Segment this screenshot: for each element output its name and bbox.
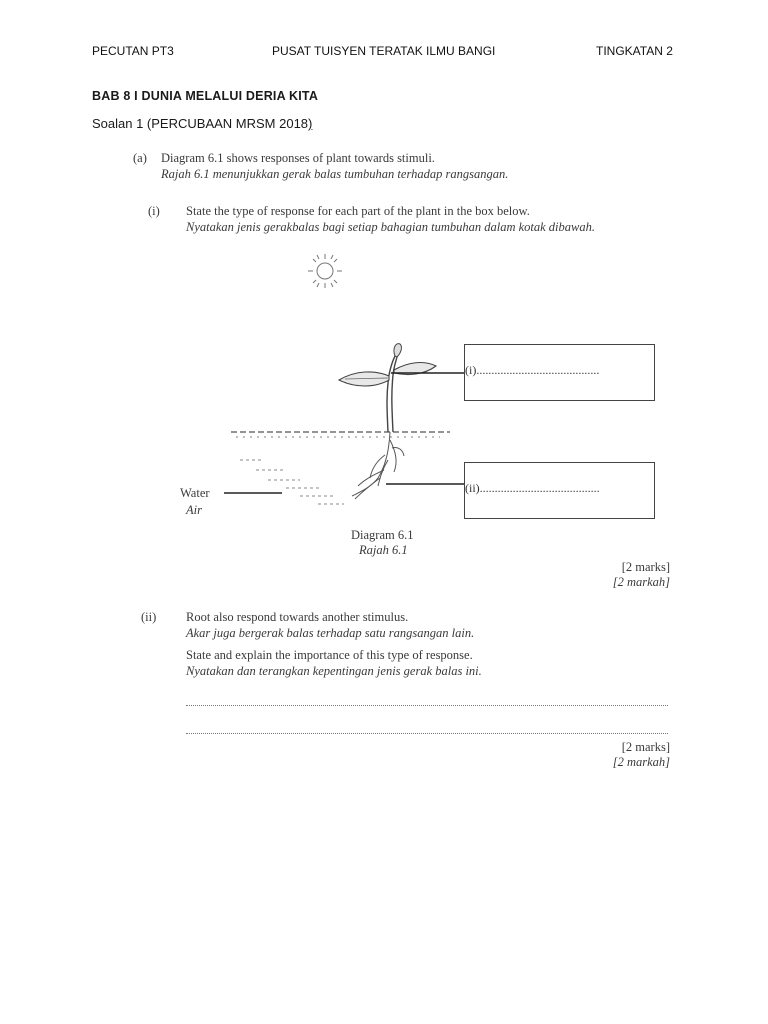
water-label-ms: Air [186, 503, 202, 517]
plant-stem [387, 356, 397, 432]
part-ii-text2-en: State and explain the importance of this type of response. [186, 648, 473, 662]
answer-line-1[interactable] [186, 705, 668, 706]
header-center: PUSAT TUISYEN TERATAK ILMU BANGI [272, 44, 496, 58]
answer-box-stem[interactable] [464, 344, 655, 401]
header-left: PECUTAN PT3 [92, 44, 174, 58]
answer-box-stem-label: (i)......................................... [465, 363, 600, 377]
question-source-suffix: ) [308, 116, 313, 131]
answer-box-root-label: (ii)........................................ [465, 481, 600, 495]
part-a-text-ms: Rajah 6.1 menunjukkan gerak balas tumbuhan terhadap rangsangan. [161, 167, 509, 181]
diagram-caption-en: Diagram 6.1 [351, 528, 414, 542]
header-right: TINGKATAN 2 [596, 44, 673, 58]
answer-line-2[interactable] [186, 733, 668, 734]
part-ii-text-en: Root also respond towards another stimulus. [186, 610, 409, 624]
part-a-text-en: Diagram 6.1 shows responses of plant towards stimuli. [161, 151, 435, 165]
part-i-text-en: State the type of response for each part of the plant in the box below. [186, 204, 530, 218]
part-ii-text [186, 609, 474, 641]
part-ii-text2 [186, 647, 482, 679]
diagram-caption-ms: Rajah 6.1 [359, 543, 408, 557]
plant-roots [352, 432, 404, 499]
marks-part-i-ms: [2 markah] [612, 575, 670, 589]
part-a-label: (a) [133, 151, 147, 165]
plant-bud [394, 344, 401, 357]
part-ii-text2-ms: Nyatakan dan terangkan kepentingan jenis gerak balas ini. [186, 664, 482, 678]
marks-part-i [613, 560, 670, 590]
marks-part-ii-en: [2 marks] [621, 740, 670, 754]
marks-part-ii [613, 740, 670, 770]
sun-icon [308, 254, 342, 288]
soil-surface [231, 432, 450, 437]
part-ii-label: (ii) [141, 610, 157, 624]
answer-box-root[interactable] [464, 462, 655, 519]
question-source-prefix: Soalan 1 (PERCUBAAN MRSM 2018 [92, 116, 309, 131]
part-ii-text-ms: Akar juga bergerak balas terhadap satu rangsangan lain. [186, 626, 475, 640]
marks-part-i-en: [2 marks] [621, 560, 670, 574]
part-i-text-ms: Nyatakan jenis gerakbalas bagi setiap bahagian tumbuhan dalam kotak dibawah. [186, 220, 595, 234]
part-i-label: (i) [148, 204, 160, 218]
chapter-title: BAB 8 I DUNIA MELALUI DERIA KITA [92, 89, 319, 103]
water-label: Water [180, 486, 210, 500]
water-area [240, 460, 344, 504]
marks-part-ii-ms: [2 markah] [612, 755, 670, 769]
